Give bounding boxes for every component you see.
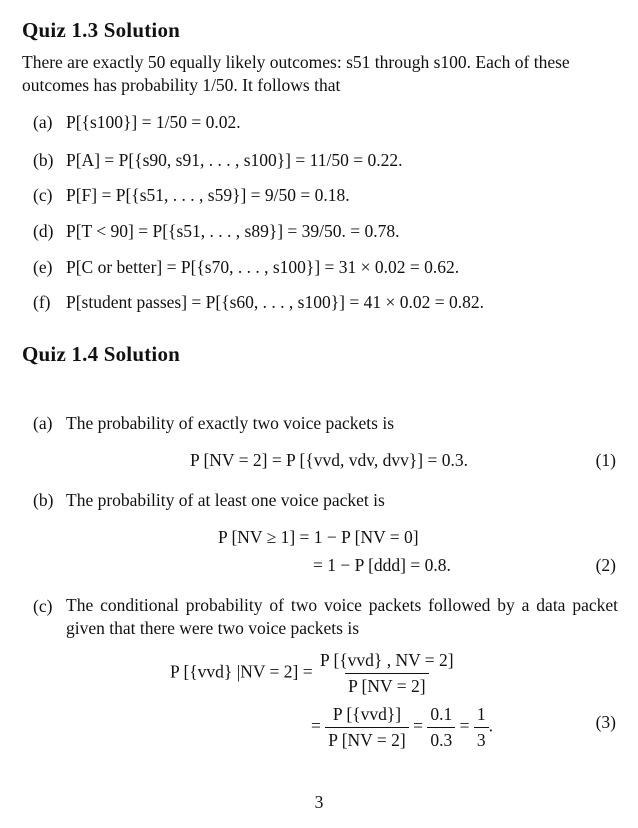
quiz-1-3-item-c <box>33 185 618 206</box>
item-label: (a) <box>33 413 53 433</box>
fraction-numerator: P [{vvd} , NV = 2] <box>320 650 454 670</box>
equation-3-line-1 <box>170 650 457 697</box>
item-label: (f) <box>33 292 51 312</box>
equation-3-number: (3) <box>595 712 616 732</box>
quiz-1-3-item-b <box>33 150 618 171</box>
item-label: (a) <box>33 112 53 132</box>
item-text: P[T < 90] = P[{s51, . . . , s89}] = 39/50. = 0.78. <box>66 221 400 241</box>
fraction-numeric <box>427 704 455 751</box>
quiz-1-3-item-a <box>33 112 618 133</box>
equation-2-number: (2) <box>595 555 616 575</box>
fraction-result <box>474 704 489 751</box>
equation-2-line-1: P [NV ≥ 1] = 1 − P [NV = 0] <box>218 527 419 547</box>
fraction-denominator: P [NV = 2] <box>325 727 408 751</box>
quiz-1-3-intro: There are exactly 50 equally likely outcomes: s51 through s100. Each of these outcomes has probability 1/50. It follows that <box>22 52 570 95</box>
fraction-numerator: P [{vvd}] <box>332 704 402 724</box>
quiz-1-3-item-d <box>33 221 618 242</box>
item-text: P[A] = P[{s90, s91, . . . , s100}] = 11/50 = 0.22. <box>66 150 403 170</box>
item-label: (b) <box>33 150 54 170</box>
item-text: The probability of at least one voice packet is <box>66 490 385 510</box>
page-number: 3 <box>314 792 324 812</box>
item-text: The conditional probability of two voice packets followed by a data packet given that there were two voice packets is <box>66 595 618 638</box>
period: . <box>488 715 493 736</box>
quiz-1-3-title: Quiz 1.3 Solution <box>22 18 181 42</box>
equation-1: P [NV = 2] = P [{vvd, vdv, dvv}] = 0.3. <box>190 450 468 470</box>
equals-sign: = <box>311 715 321 736</box>
fraction-prob-over-marginal <box>325 704 408 751</box>
quiz-1-4-title: Quiz 1.4 Solution <box>22 342 181 366</box>
item-label: (c) <box>33 596 53 616</box>
quiz-1-4-item-c <box>33 596 618 640</box>
fraction-numerator: 0.1 <box>430 704 453 724</box>
quiz-1-4-item-a <box>33 413 618 434</box>
item-text: P[student passes] = P[{s60, . . . , s100}] = 41 × 0.02 = 0.82. <box>66 292 484 312</box>
equation-3-lhs: P [{vvd} |NV = 2] = <box>170 661 313 682</box>
equation-3-line-2 <box>311 704 493 751</box>
fraction-denominator: 0.3 <box>427 727 455 751</box>
fraction-denominator: P [NV = 2] <box>345 673 428 697</box>
quiz-1-3-item-e <box>33 257 618 278</box>
fraction-numerator: 1 <box>476 704 486 724</box>
fraction-denominator: 3 <box>474 727 489 751</box>
item-label: (e) <box>33 257 53 277</box>
item-label: (c) <box>33 185 53 205</box>
item-label: (d) <box>33 221 54 241</box>
item-text: The probability of exactly two voice packets is <box>66 413 395 433</box>
item-text: P[{s100}] = 1/50 = 0.02. <box>66 112 241 132</box>
item-text: P[C or better] = P[{s70, . . . , s100}] = 31 × 0.02 = 0.62. <box>66 257 460 277</box>
fraction-joint-over-marginal <box>317 650 457 697</box>
equals-sign: = <box>459 715 470 736</box>
equals-sign: = <box>413 715 423 736</box>
quiz-1-4-item-b <box>33 490 618 511</box>
item-label: (b) <box>33 490 54 510</box>
equation-2-line-2: = 1 − P [ddd] = 0.8. <box>313 555 451 575</box>
item-text: P[F] = P[{s51, . . . , s59}] = 9/50 = 0.18. <box>66 185 350 205</box>
quiz-1-3-item-f <box>33 292 618 313</box>
equation-1-number: (1) <box>595 450 616 470</box>
